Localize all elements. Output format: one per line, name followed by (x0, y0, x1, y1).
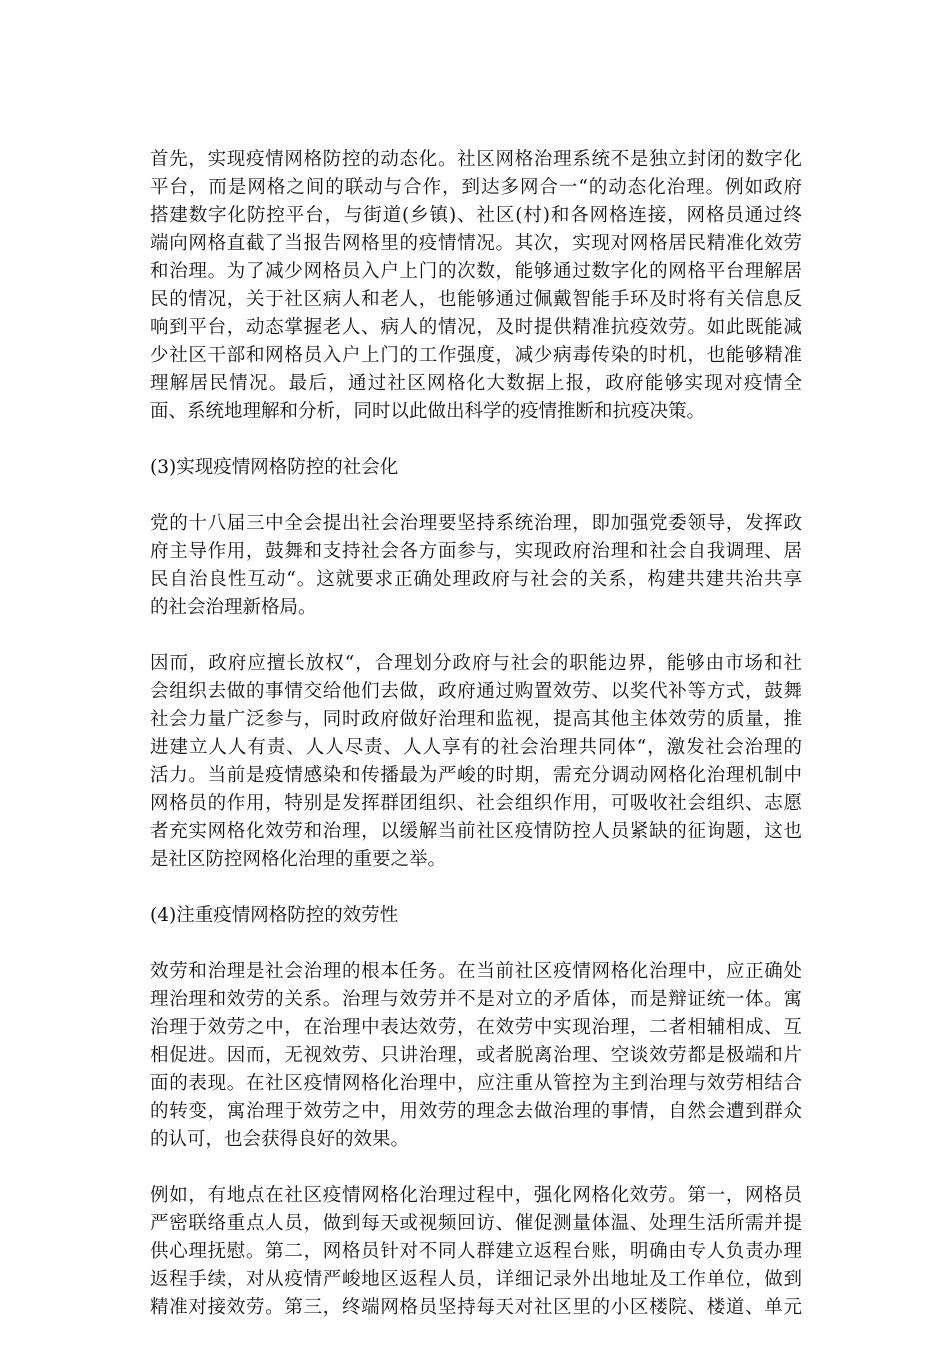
text-line: 和治理。为了减少网格员入户上门的次数，能够通过数字化的网格平台理解居 (150, 261, 802, 282)
paragraph-service-governance (150, 958, 802, 1154)
text-line: 的社会治理新格局。 (150, 597, 317, 618)
text-line: 网格员的作用，特别是发挥群团组织、社会组织作用，可吸收社会组织、志愿 (150, 793, 802, 814)
section-heading-service (150, 902, 802, 930)
paragraph-dynamic-control (150, 146, 802, 426)
text-line: 民自治良性互动“。这就要求正确处理政府与社会的关系，构建共建共治共享 (150, 569, 802, 590)
text-line: 者充实网格化效劳和治理，以缓解当前社区疫情防控人员紧缺的征询题，这也 (150, 821, 802, 842)
text-line: 社会力量广泛参与，同时政府做好治理和监视，提高其他主体效劳的质量，推 (150, 709, 802, 730)
text-line: 返程手续，对从疫情严峻地区返程人员，详细记录外出地址及工作单位，做到 (150, 1269, 802, 1290)
text-line: 搭建数字化防控平台，与街道(乡镇)、社区(村)和各网格连接，网格员通过终 (150, 205, 802, 226)
section-heading: (4)注重疫情网格防控的效劳性 (150, 905, 399, 926)
text-line: 首先，实现疫情网格防控的动态化。社区网格治理系统不是独立封闭的数字化 (150, 149, 802, 170)
text-line: 效劳和治理是社会治理的根本任务。在当前社区疫情网格化治理中，应正确处 (150, 961, 802, 982)
text-line: 相促进。因而，无视效劳、只讲治理，或者脱离治理、空谈效劳都是极端和片 (150, 1045, 802, 1066)
text-line: 严密联络重点人员，做到每天或视频回访、催促测量体温、处理生活所需并提 (150, 1213, 802, 1234)
text-line: 会组织去做的事情交给他们去做，政府通过购置效劳、以奖代补等方式，鼓舞 (150, 681, 802, 702)
text-line: 供心理抚慰。第二，网格员针对不同人群建立返程台账，明确由专人负责办理 (150, 1241, 802, 1262)
text-line: 的认可，也会获得良好的效果。 (150, 1129, 410, 1150)
text-line: 端向网格直截了当报告网格里的疫情情况。其次，实现对网格居民精准化效劳 (150, 233, 802, 254)
text-line: 少社区干部和网格员入户上门的工作强度，减少病毒传染的时机，也能够精准 (150, 345, 802, 366)
text-line: 是社区防控网格化治理的重要之举。 (150, 849, 447, 870)
text-line: 的转变，寓治理于效劳之中，用效劳的理念去做治理的事情，自然会遭到群众 (150, 1101, 802, 1122)
text-line: 精准对接效劳。第三，终端网格员坚持每天对社区里的小区楼院、楼道、单元 (150, 1297, 802, 1318)
text-line: 例如，有地点在社区疫情网格化治理过程中，强化网格化效劳。第一，网格员 (150, 1185, 802, 1206)
text-line: 进建立人人有责、人人尽责、人人享有的社会治理共同体“，激发社会治理的 (150, 737, 802, 758)
text-line: 理解居民情况。最后，通过社区网格化大数据上报，政府能够实现对疫情全 (150, 373, 802, 394)
section-heading-socialization (150, 454, 802, 482)
text-line: 治理于效劳之中，在治理中表达效劳，在效劳中实现治理，二者相辅相成、互 (150, 1017, 802, 1038)
text-line: 因而，政府应擅长放权“，合理划分政府与社会的职能边界，能够由市场和社 (150, 653, 802, 674)
text-line: 面的表现。在社区疫情网格化治理中，应注重从管控为主到治理与效劳相结合 (150, 1073, 802, 1094)
text-line: 活力。当前是疫情感染和传播最为严峻的时期，需充分调动网格化治理机制中 (150, 765, 802, 786)
document-body (150, 146, 802, 1350)
paragraph-example (150, 1182, 802, 1322)
text-line: 理治理和效劳的关系。治理与效劳并不是对立的矛盾体，而是辩证统一体。寓 (150, 989, 802, 1010)
paragraph-plenary-session (150, 510, 802, 622)
text-line: 府主导作用，鼓舞和支持社会各方面参与，实现政府治理和社会自我调理、居 (150, 541, 802, 562)
text-line: 面、系统地理解和分析，同时以此做出科学的疫情推断和抗疫决策。 (150, 401, 706, 422)
text-line: 平台，而是网格之间的联动与合作，到达多网合一“的动态化治理。例如政府 (150, 177, 802, 198)
text-line: 响到平台，动态掌握老人、病人的情况，及时提供精准抗疫效劳。如此既能减 (150, 317, 802, 338)
text-line: 党的十八届三中全会提出社会治理要坚持系统治理，即加强党委领导，发挥政 (150, 513, 802, 534)
paragraph-delegation (150, 650, 802, 874)
text-line: 民的情况，关于社区病人和老人，也能够通过佩戴智能手环及时将有关信息反 (150, 289, 802, 310)
section-heading: (3)实现疫情网格防控的社会化 (150, 457, 399, 478)
